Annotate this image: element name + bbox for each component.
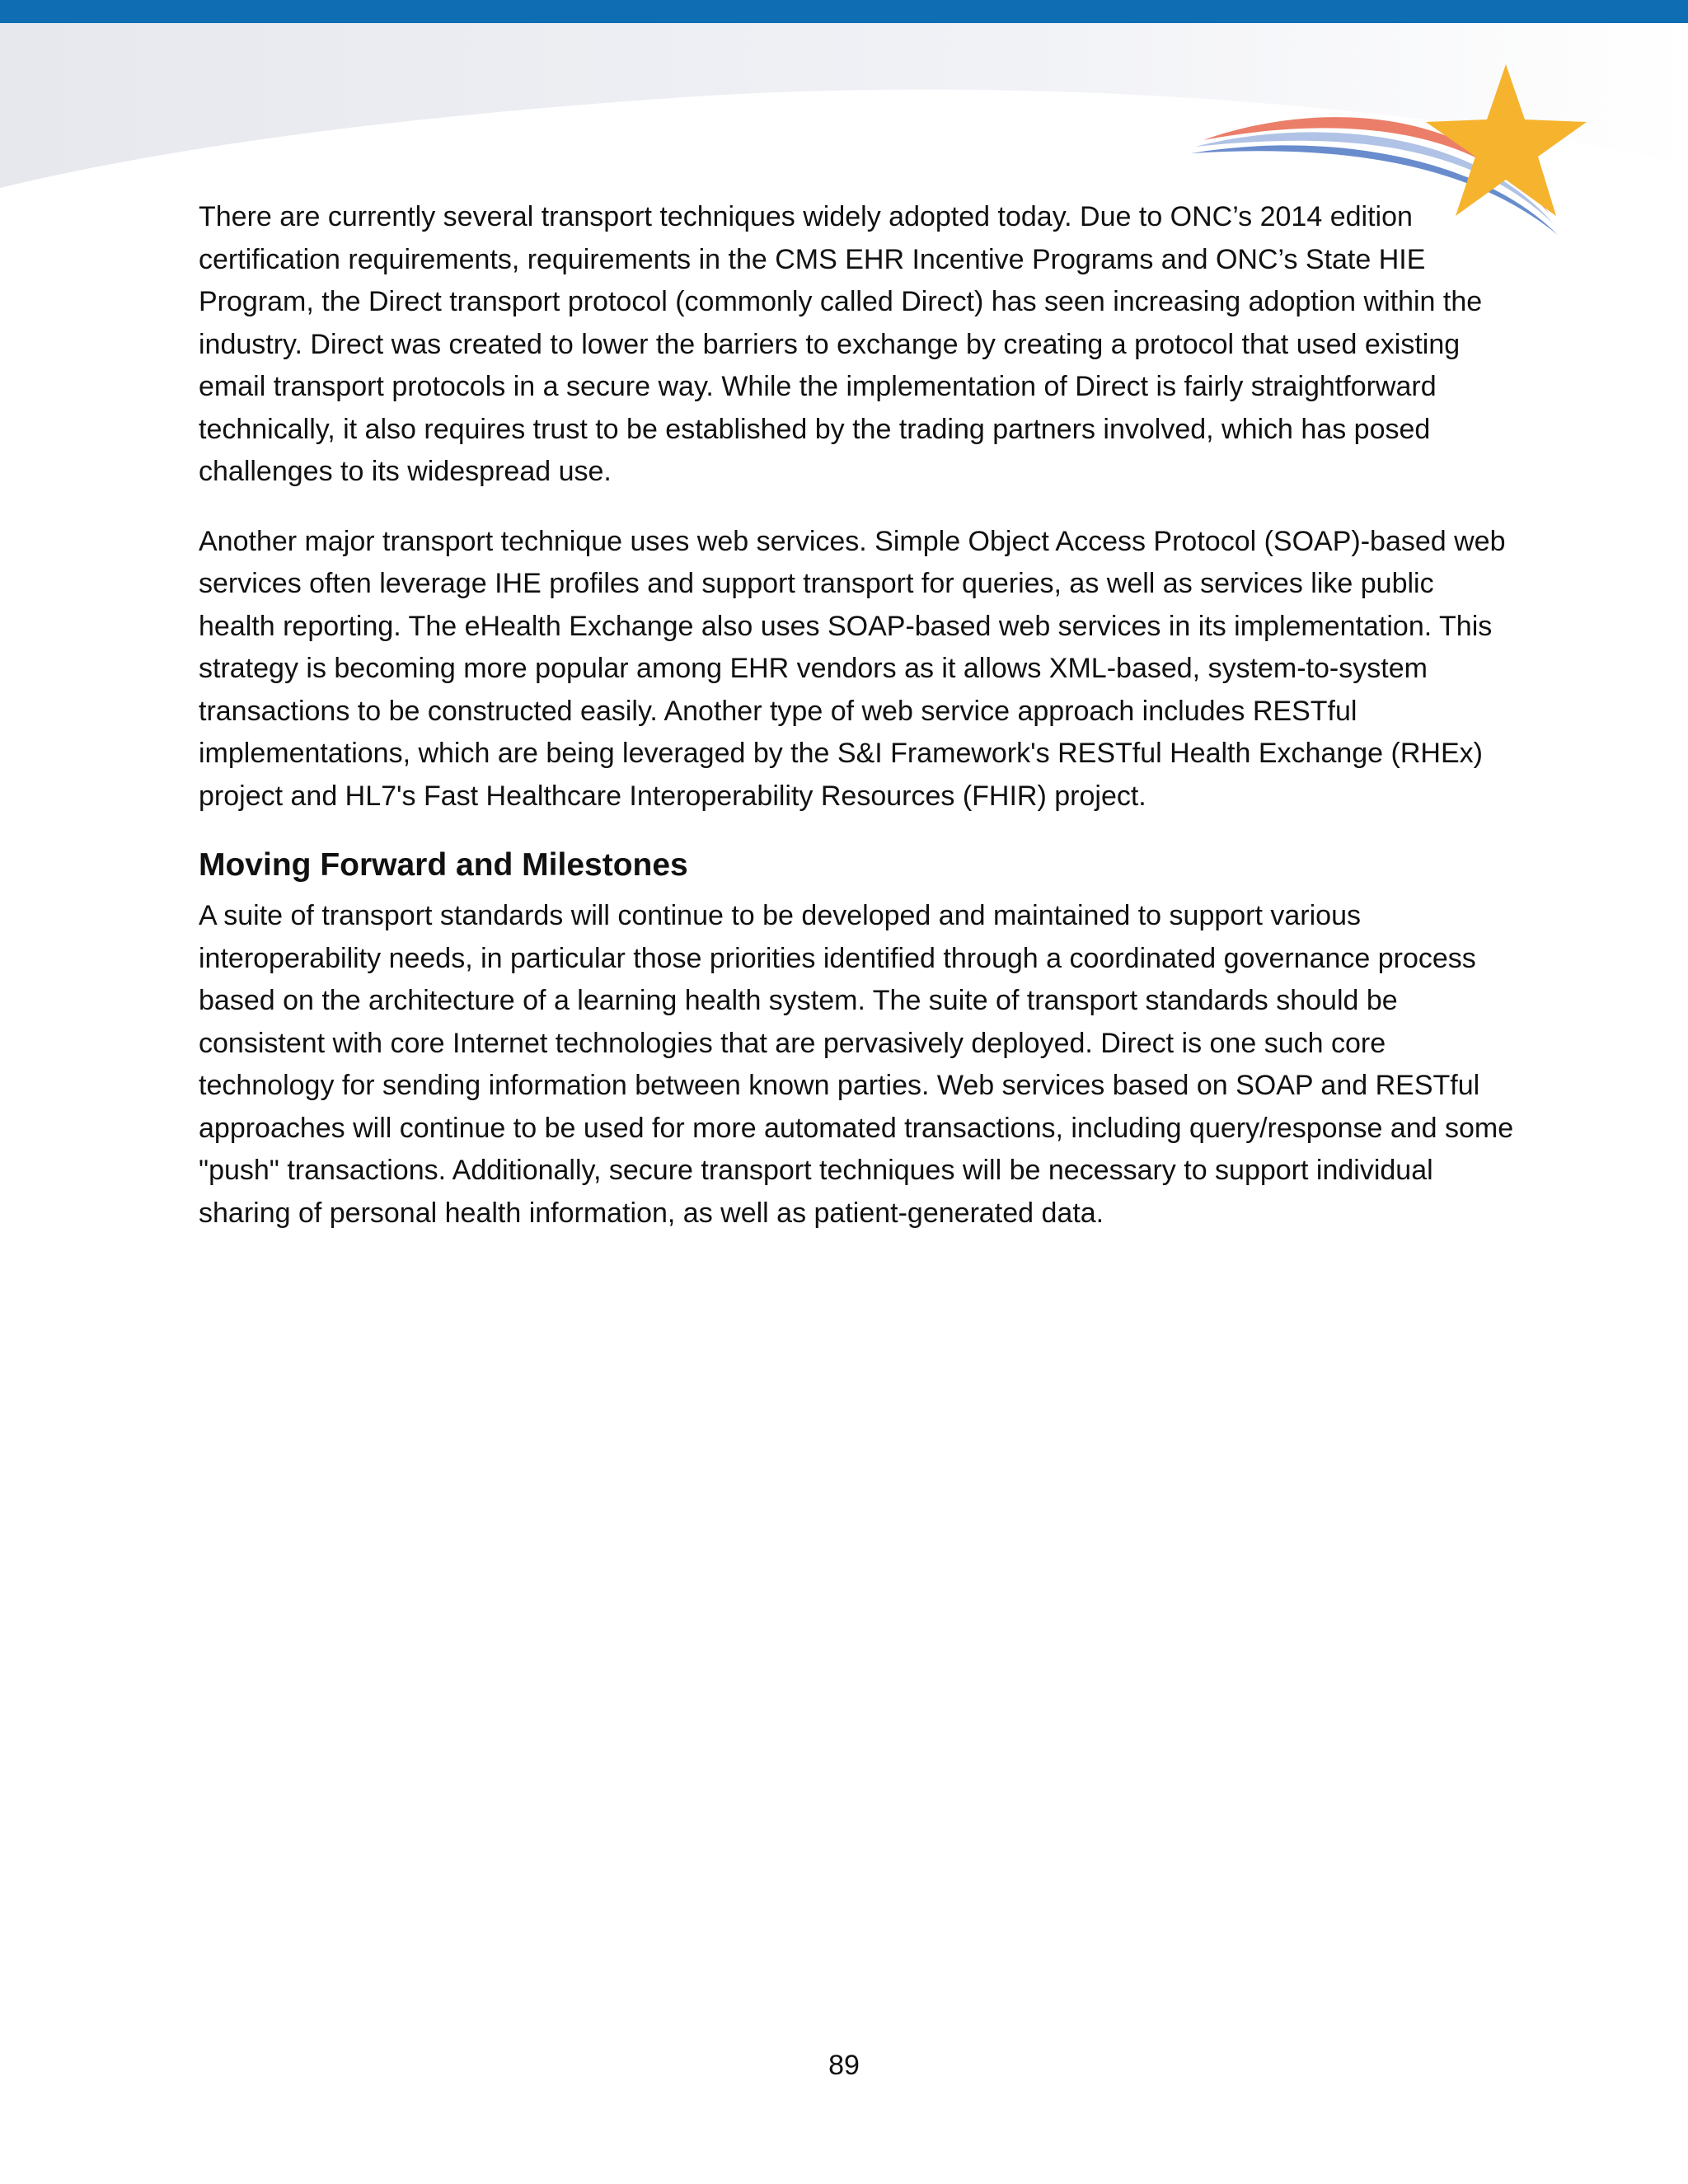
paragraph-transport-techniques: There are currently several transport techniques widely adopted today. Due to ONC’s 2014 edition certification requirements, requirements in the CMS EHR Incentive Programs and ONC’s State HIE Program, the Direct transport protocol (commonly called Direct) has seen increasing adoption within the industry. Direct was created to lower the barriers to exchange by creating a protocol that used existing email transport protocols in a secure way. While the implementation of Direct is fairly straightforward technically, it also requires trust to be established by the trading partners involved, which has posed challenges to its widespread use.: [199, 201, 1483, 487]
section-heading: Moving Forward and Milestones: [199, 847, 688, 883]
paragraph-moving-forward: A suite of transport standards will continue to be developed and maintained to support various interoperability needs, in particular those priorities identified through a coordinated governance process based on the architecture of a learning health system. The suite of transport standards should be consistent with core Internet technologies that are pervasively deployed. Direct is one such core technology for sending information between known parties. Web services based on SOAP and RESTful approaches will continue to be used for more automated transactions, including query/response and some "push" transactions. Additionally, secure transport techniques will be necessary to support individual sharing of personal health information, as well as patient-generated data.: [199, 900, 1514, 1229]
document-body: [199, 196, 1517, 1262]
paragraph-web-services: Another major transport technique uses web services. Simple Object Access Protocol (SOAP)-based web services often leverage IHE profiles and support transport for queries, as well as services like public health reporting. The eHealth Exchange also uses SOAP-based web services in its implementation. This strategy is becoming more popular among EHR vendors as it allows XML-based, system-to-system transactions to be constructed easily. Another type of web service approach includes RESTful implementations, which are being leveraged by the S&I Framework's RESTful Health Exchange (RHEx) project and HL7's Fast Healthcare Interoperability Resources (FHIR) project.: [199, 525, 1506, 812]
page-number: 89: [828, 2050, 860, 2081]
